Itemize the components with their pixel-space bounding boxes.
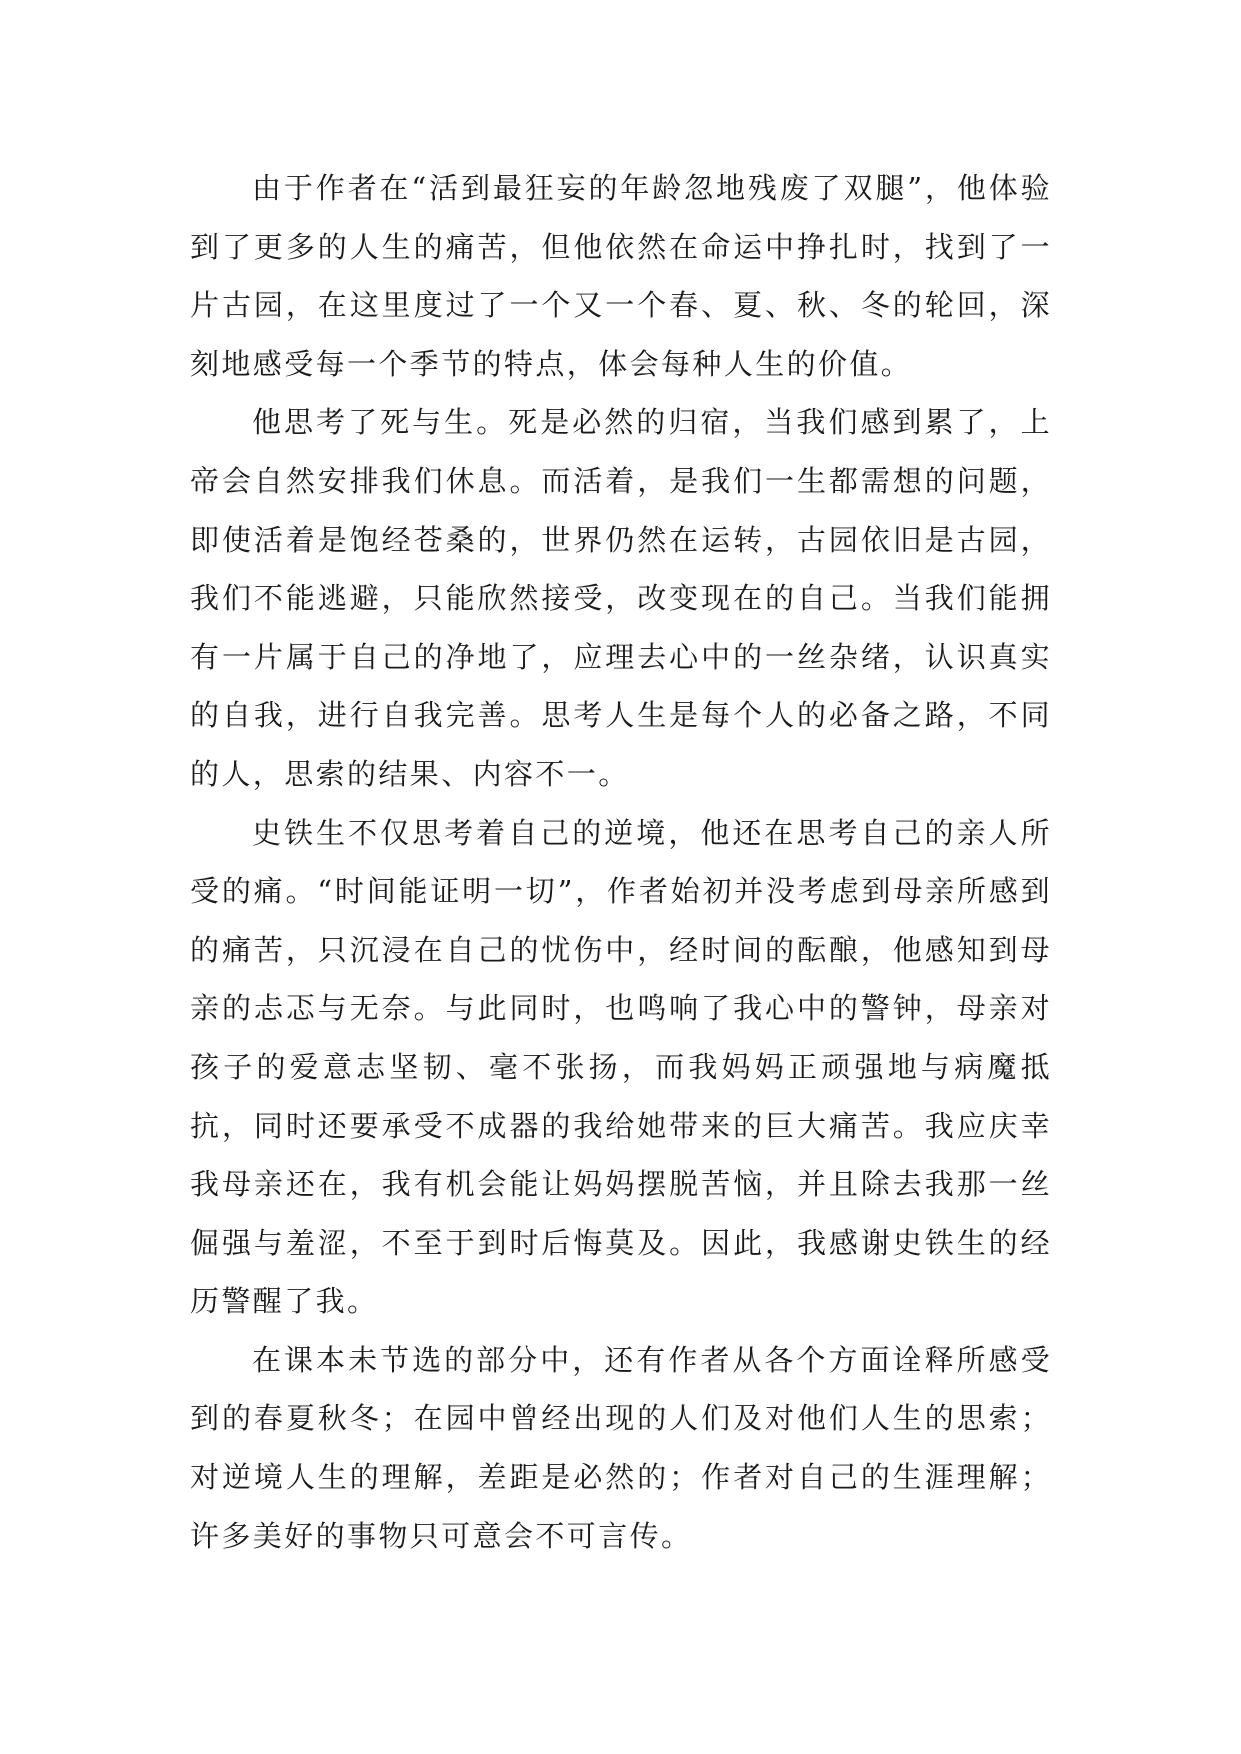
paragraph-1: 由于作者在“活到最狂妄的年龄忽地残废了双腿”，他体验到了更多的人生的痛苦，但他依然在命运中挣扎时，找到了一片古园，在这里度过了一个又一个春、夏、秋、冬的轮回，深刻地感受每一个季节的特点，体会每种人生的价值。: [190, 171, 1052, 381]
paragraph-2: 他思考了死与生。死是必然的归宿，当我们感到累了，上帝会自然安排我们休息。而活着，是我们一生都需想的问题，即使活着是饱经苍桑的，世界仍然在运转，古园依旧是古园，我们不能逃避，只能欣然接受，改变现在的自己。当我们能拥有一片属于自己的净地了，应理去心中的一丝杂绪，认识真实的自我，进行自我完善。思考人生是每个人的必备之路，不同的人，思索的结果、内容不一。: [190, 405, 1052, 791]
paragraph-4: 在课本未节选的部分中，还有作者从各个方面诠释所感受到的春夏秋冬；在园中曾经出现的人们及对他们人生的思索；对逆境人生的理解，差距是必然的；作者对自己的生涯理解；许多美好的事物只可意会不可言传。: [190, 1342, 1052, 1553]
document-body: [190, 159, 1052, 1565]
paragraph-3: 史铁生不仅思考着自己的逆境，他还在思考自己的亲人所受的痛。“时间能证明一切”，作者始初并没考虑到母亲所感到的痛苦，只沉浸在自己的忧伤中，经时间的酝酿，他感知到母亲的忐忑与无奈。与此同时，也鸣响了我心中的警钟，母亲对孩子的爱意志坚韧、毫不张扬，而我妈妈正顽强地与病魔抵抗，同时还要承受不成器的我给她带来的巨大痛苦。我应庆幸我母亲还在，我有机会能让妈妈摆脱苦恼，并且除去我那一丝倔强与羞涩，不至于到时后悔莫及。因此，我感谢史铁生的经历警醒了我。: [190, 815, 1052, 1319]
